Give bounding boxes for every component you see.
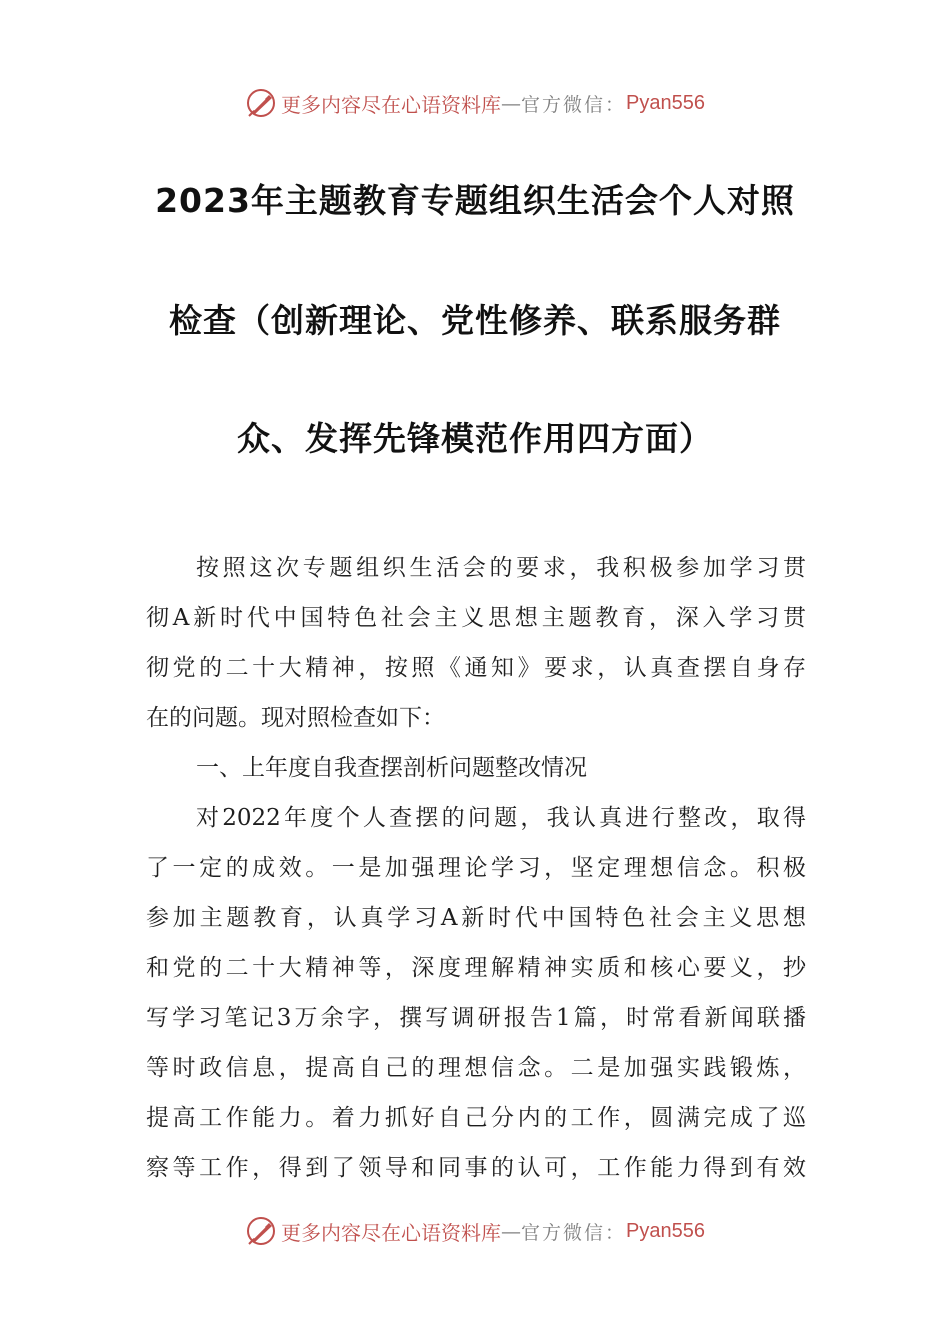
paragraph-line: 彻党的二十大精神，按照《通知》要求，认真查摆自身存	[146, 655, 806, 681]
watermark-separator: —	[501, 1219, 521, 1243]
section-heading: 一、上年度自我查摆剖析问题整改情况	[196, 755, 587, 781]
paragraph-line: 了一定的成效。一是加强理论学习，坚定理想信念。积极	[146, 855, 806, 881]
watermark-separator: —	[501, 91, 521, 115]
paragraph-line: 对2022年度个人查摆的问题，我认真进行整改，取得	[196, 805, 806, 831]
paragraph-line: 等时政信息，提高自己的理想信念。二是加强实践锻炼，	[146, 1055, 806, 1081]
quill-logo-icon	[245, 87, 277, 119]
watermark-label: 官方微信：	[521, 1221, 627, 1244]
header-watermark	[0, 83, 950, 123]
watermark-wechat-id: Pyan556	[626, 1219, 705, 1242]
watermark-text: 更多内容尽在心语资料库	[281, 1220, 501, 1245]
paragraph-line: 写学习笔记3万余字，撰写调研报告1篇，时常看新闻联播	[146, 1005, 806, 1031]
paragraph-line: 提高工作能力。着力抓好自己分内的工作，圆满完成了巡	[146, 1105, 806, 1131]
paragraph-line: 参加主题教育，认真学习A新时代中国特色社会主义思想	[146, 905, 806, 931]
paragraph-line: 在的问题。现对照检查如下：	[146, 705, 445, 731]
watermark-label: 官方微信：	[521, 93, 627, 116]
watermark-wechat-id: Pyan556	[626, 91, 705, 114]
paragraph-line: 和党的二十大精神等，深度理解精神实质和核心要义，抄	[146, 955, 806, 981]
document-title-line-1: 2023年主题教育专题组织生活会个人对照	[155, 181, 795, 220]
document-title-line-2: 检查（创新理论、党性修养、联系服务群	[169, 301, 781, 340]
paragraph-line: 按照这次专题组织生活会的要求，我积极参加学习贯	[196, 555, 806, 581]
watermark-text: 更多内容尽在心语资料库	[281, 92, 501, 117]
paragraph-line: 彻A新时代中国特色社会主义思想主题教育，深入学习贯	[146, 605, 806, 631]
footer-watermark	[0, 1211, 950, 1251]
document-title-line-3: 众、发挥先锋模范作用四方面）	[237, 419, 713, 458]
paragraph-line: 察等工作，得到了领导和同事的认可，工作能力得到有效	[146, 1155, 806, 1181]
quill-logo-icon	[245, 1215, 277, 1247]
